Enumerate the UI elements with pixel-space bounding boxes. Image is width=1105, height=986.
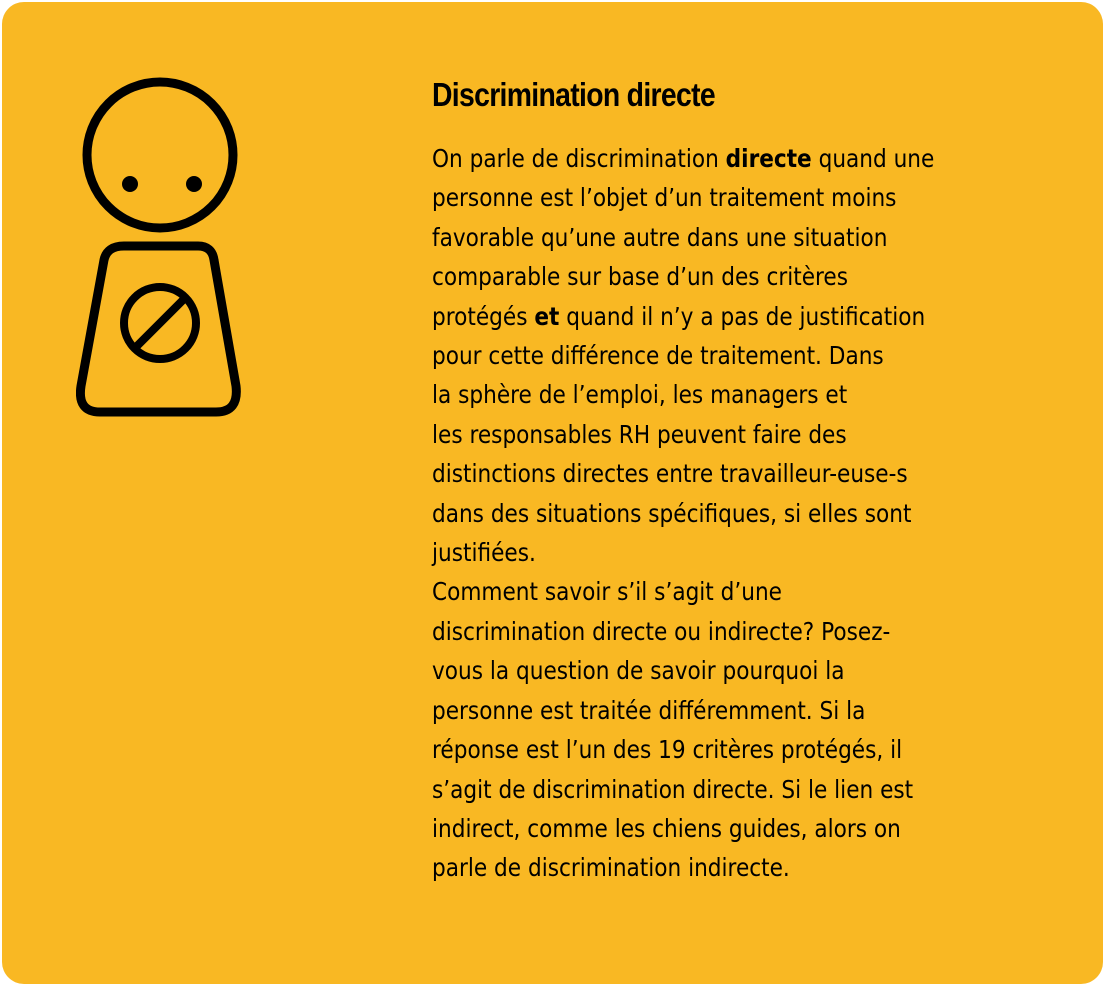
text-line: justifiées.	[432, 538, 536, 568]
text-line	[432, 297, 1072, 336]
emphasis-et: et	[534, 301, 560, 331]
text-line: s’agit de discrimination directe. Si le lien est	[432, 774, 914, 804]
info-card	[2, 2, 1103, 984]
text-line: dans des situations spécifiques, si elles sont	[432, 498, 912, 528]
text-line: Comment savoir s’il s’agit d’une	[432, 577, 782, 607]
text-fragment: On parle de discrimination	[432, 144, 726, 173]
prohibited-sign-icon	[124, 287, 196, 359]
text-line: les responsables RH peuvent faire des	[432, 419, 847, 449]
text-fragment: protégés	[432, 301, 535, 331]
card-body	[432, 139, 1072, 888]
text-line: pour cette différence de traitement. Dans	[432, 341, 884, 371]
text-column	[432, 72, 1072, 888]
text-line: vous la question de savoir pourquoi la	[432, 656, 845, 686]
text-line	[432, 139, 1072, 178]
text-line: personne est traitée différemment. Si la	[432, 695, 866, 725]
text-line: distinctions directes entre travailleur-euse-s	[432, 459, 908, 489]
text-line: parle de discrimination indirecte.	[432, 853, 790, 883]
text-line: personne est l’objet d’un traitement moins	[432, 183, 897, 213]
text-line: réponse est l’un des 19 critères protégés, il	[432, 735, 903, 765]
text-fragment: quand il n’y a pas de justification	[559, 301, 926, 331]
text-line: indirect, comme les chiens guides, alors on	[432, 813, 901, 843]
card-title: Discrimination directe	[432, 76, 715, 113]
emphasis-directe: directe	[725, 144, 812, 173]
person-head	[87, 82, 233, 228]
person-prohibited-icon	[76, 76, 246, 421]
text-line: favorable qu’une autre dans une situation	[432, 222, 888, 252]
text-fragment: quand une	[811, 144, 935, 173]
text-line: comparable sur base d’un des critères	[432, 262, 848, 292]
person-eye-left	[122, 176, 138, 192]
person-eye-right	[186, 176, 202, 192]
text-line: la sphère de l’emploi, les managers et	[432, 380, 848, 410]
text-line: discrimination directe ou indirecte? Posez-	[432, 616, 891, 646]
